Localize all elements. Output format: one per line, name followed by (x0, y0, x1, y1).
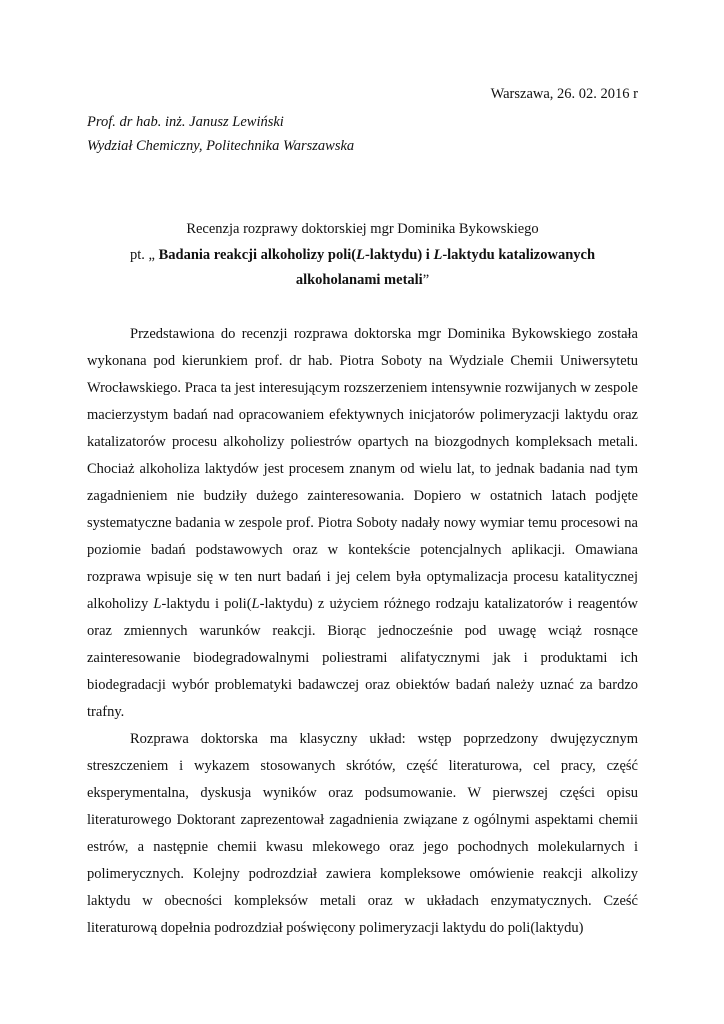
reviewer-name: Prof. dr hab. inż. Janusz Lewiński (87, 114, 284, 130)
thesis-title-italic1: L (356, 246, 365, 263)
paragraph-1-text-a: Przedstawiona do recenzji rozprawa doktorska mgr Dominika Bykowskiego została wykonana pod kierunkiem prof. dr hab. Piotra Soboty na Wydziale Chemii Uniwersytetu Wrocławskiego. Praca ta jest interesującym rozszerzeniem intensywnie rozwijanych w zespole macierzystym badań nad opracowaniem efektywnych inicjatorów polimeryzacji laktydu oraz katalizatorów procesu alkoholizy poliestrów opartych na biozgodnych kompleksach metali. Chociaż alkoholiza laktydów jest procesem znanym od wielu lat, to jednak badania nad tym zagadnieniem nie budziły dużego zainteresowania. Dopiero w ostatnich latach podjęte systematyczne badania w zespole prof. Piotra Soboty nadały nowy wymiar temu procesowi na poziomie badań podstawowych oraz w kontekście potencjalnych aplikacji. Omawiana rozprawa wpisuje się w ten nurt badań i jej celem była optymalizacja procesu katalitycznej alkoholizy (87, 326, 638, 612)
thesis-title-prefix: pt. „ (129, 246, 159, 263)
thesis-title-part1: Badania reakcji alkoholizy poli( (158, 246, 357, 263)
paragraph-1-italic-a: L (153, 596, 162, 612)
reviewer-affiliation: Wydział Chemiczny, Politechnika Warszawska (87, 138, 355, 154)
paragraph-1 (87, 321, 638, 726)
thesis-title-text (159, 247, 595, 289)
thesis-title-italic2: L (433, 246, 443, 263)
thesis-title-part3: -laktydu katalizowanych alkoholanami metali (295, 246, 596, 288)
review-title-line1: Recenzja rozprawy doktorskiej mgr Dominika Bykowskiego (186, 221, 539, 237)
review-body (87, 321, 638, 942)
paragraph-2: Rozprawa doktorska ma klasyczny układ: wstęp poprzedzony dwujęzycznym streszczeniem i wykazem stosowanych skrótów, część literaturowa, cel pracy, część eksperymentalna, dyskusja wyników oraz podsumowanie. W pierwszej części opisu literaturowego Doktorant zaprezentował zagadnienia związane z ogólnymi aspektami chemii estrów, a następnie chemii kwasu mlekowego oraz jego pochodnych molekularnych i polimerycznych. Kolejny podrozdział zawiera kompleksowe omówienie reakcji alkolizy laktydu w obecności kompleksów metali oraz w układach enzymatycznych. Cześć literaturową dopełnia podrozdział poświęcony polimeryzacji laktydu do poli(laktydu) (87, 731, 638, 936)
thesis-title (87, 243, 638, 294)
thesis-title-suffix: ” (422, 272, 430, 288)
document-date: Warszawa, 26. 02. 2016 r (490, 86, 638, 102)
thesis-title-part2: -laktydu) i (364, 246, 434, 263)
paragraph-1-text-b: -laktydu i poli( (161, 596, 252, 612)
review-title (87, 217, 638, 294)
paragraph-1-italic-b: L (251, 596, 260, 612)
paragraph-1-text-c: -laktydu) z użyciem różnego rodzaju katalizatorów i reagentów oraz zmiennych warunków reakcji. Biorąc jednocześnie pod uwagę wciąż rosnące zainteresowanie biodegradowalnymi poliestrami alifatycznymi jak i produktami ich biodegradacji wybór problematyki badawczej oraz obiektów badań należy uznać za bardzo trafny. (87, 596, 638, 720)
reviewer-block (87, 110, 354, 158)
